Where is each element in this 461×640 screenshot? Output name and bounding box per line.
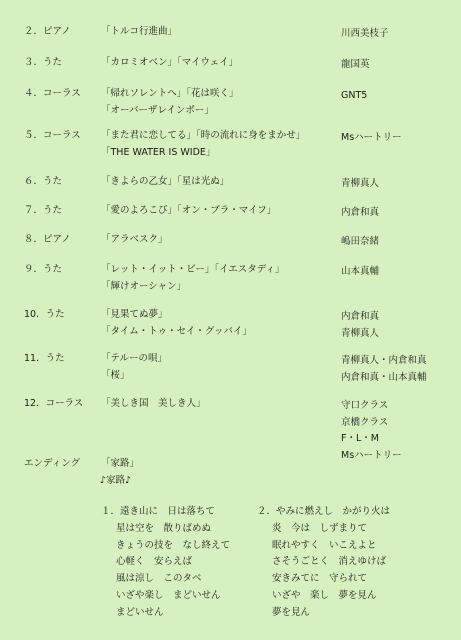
song-title: 「きよらの乙女」「星は光ぬ」: [101, 176, 230, 187]
lyric-line: さそうごとく 消えゆけば: [272, 556, 387, 568]
song-title: 「美しき国 美しき人」: [101, 398, 206, 409]
lyric-line: ２．やみに燃えし かがり火は: [257, 506, 391, 517]
performer-name: Msハートリー: [341, 449, 402, 461]
lyric-line: 炎 今は しずまりて: [272, 522, 368, 534]
program-number-label: ８．ピアノ: [24, 234, 71, 245]
performer-name: 山本真輔: [341, 266, 380, 277]
program-number-label: ３．うた: [24, 57, 63, 68]
song-title: 「アラベスク」: [101, 234, 168, 245]
performer-name: 内倉和真: [341, 207, 380, 218]
song-title: 「トルコ行進曲」: [101, 26, 178, 37]
song-title: 「また君に恋してる」「時の流れに身をまかせ」: [101, 130, 306, 141]
ending-song-heading: ♪家路♪: [100, 475, 132, 486]
lyric-line: １．遠き山に 日は落ちて: [101, 506, 215, 517]
song-title: 「THE WATER IS WIDE」: [101, 146, 216, 158]
program-number-label: 12．コーラス: [24, 398, 84, 409]
program-number-label: ２．ピアノ: [24, 26, 71, 37]
performer-name: 内倉和真: [341, 311, 380, 322]
song-title: 「オーバーザレインボー」: [101, 104, 214, 116]
lyric-line: 心軽く 安らえば: [116, 556, 193, 568]
performer-name: 川西美枝子: [341, 28, 389, 39]
song-title: 「愛のよろこび」「オン・ブラ・マイフ」: [101, 205, 277, 216]
performer-name: 守口クラス: [341, 400, 389, 411]
program-number-label: ９．うた: [24, 264, 63, 275]
performer-name: 京橋クラス: [341, 416, 389, 428]
performer-name: 嶋田奈緒: [341, 236, 380, 247]
lyric-line: 安きみてに 守られて: [272, 573, 368, 585]
lyric-line: 夢を見ん: [272, 606, 311, 618]
song-title: 「レット・イット・ビー」「イエスタディ」: [101, 264, 285, 275]
performer-name: 内倉和真・山本真輔: [341, 371, 427, 383]
lyric-line: きょうの技を なし終えて: [116, 539, 231, 551]
performer-name: 青柳真人・内倉和真: [341, 355, 427, 366]
lyric-line: まどいせん: [116, 606, 164, 618]
song-title: 「タイム・トゥ・セイ・グッバイ」: [101, 325, 252, 337]
lyric-line: いざや 楽し 夢を見ん: [272, 589, 377, 601]
lyric-line: いざや楽し まどいせん: [116, 589, 221, 601]
program-number-label: 11．うた: [24, 353, 65, 364]
lyrics-verse-2: [257, 504, 390, 622]
program-number-label: ６．うた: [24, 176, 63, 187]
performer-name: F・L・M: [341, 433, 379, 444]
lyric-line: 眠れやすく いこえよと: [272, 539, 377, 551]
song-title: 「帰れソレントへ」「花は咲く」: [101, 88, 239, 99]
song-title: 「輝けオーシャン」: [101, 280, 187, 292]
song-title: 「見果てぬ夢」: [101, 309, 168, 320]
performer-name: 青柳真人: [341, 178, 380, 189]
song-title: 「カロミオベン」「マイウェイ」: [101, 57, 239, 68]
lyric-line: 風は涼し このタベ: [116, 573, 202, 585]
program-number-label: ４．コーラス: [24, 88, 81, 99]
lyric-line: 星は空を 散りばめぬ: [116, 522, 212, 534]
program-number-label: ７．うた: [24, 205, 63, 216]
performer-name: GNT5: [341, 90, 368, 101]
ending-label: エンディング: [24, 458, 81, 469]
program-number-label: 10．うた: [24, 309, 65, 320]
performer-name: 青柳真人: [341, 327, 380, 339]
song-title: 「テルーの唄」: [101, 353, 168, 364]
lyrics-verse-1: [101, 504, 230, 622]
program-number-label: ５．コーラス: [24, 130, 81, 141]
performer-name: Msハートリー: [341, 132, 402, 143]
performer-name: 龍国英: [341, 59, 370, 70]
song-title: 「桜」: [101, 369, 130, 381]
ending-title: 「家路」: [101, 458, 140, 469]
